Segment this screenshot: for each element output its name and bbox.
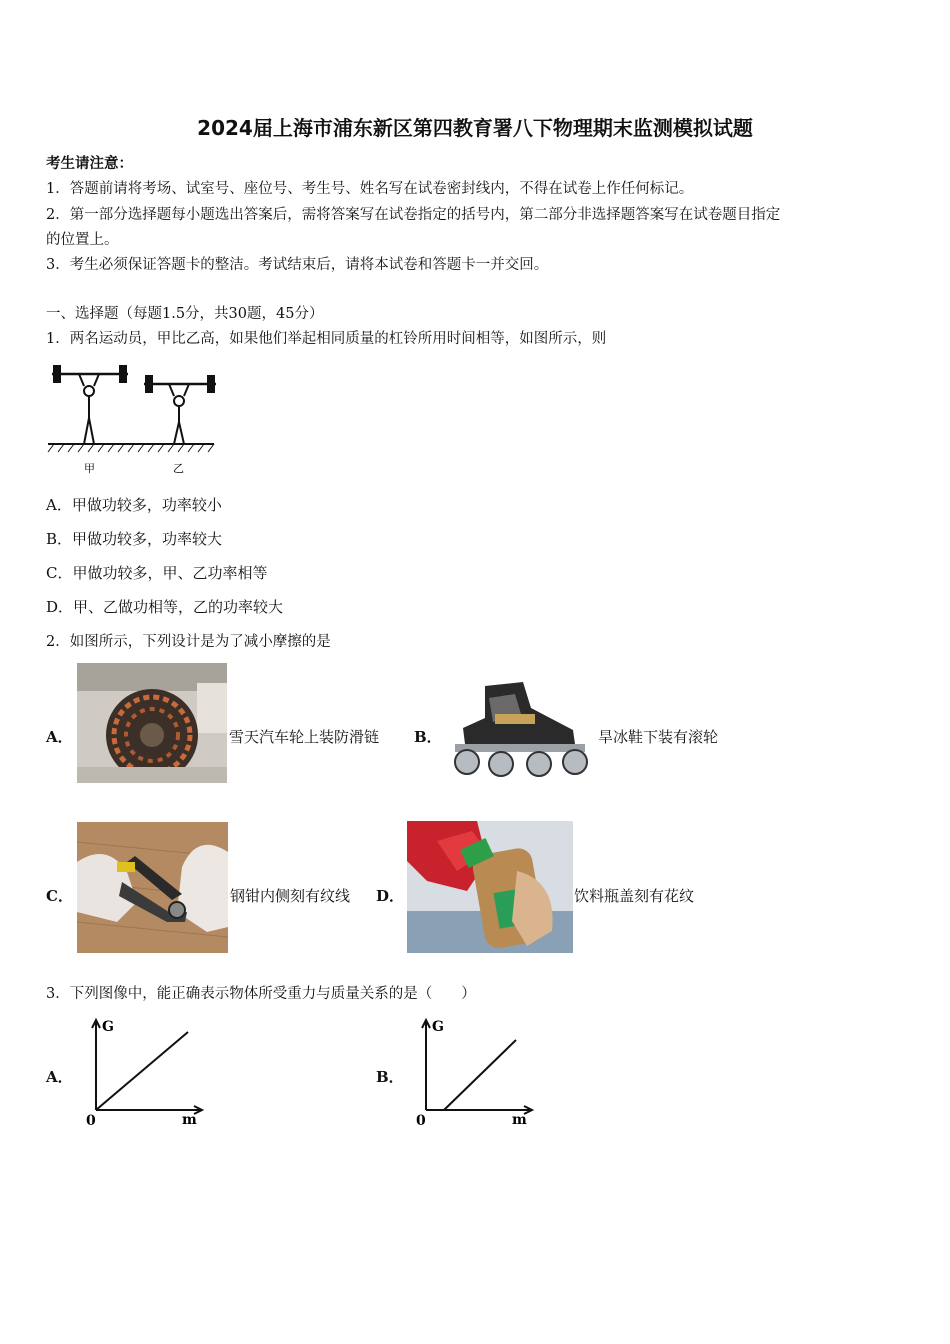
section-heading: 一、选择题（每题1.5分，共30题，45分） bbox=[46, 306, 324, 322]
q3-option-b-letter: B． bbox=[376, 1068, 404, 1086]
figure-label-jia: 甲 bbox=[84, 462, 95, 475]
q2-option-c-letter: C． bbox=[46, 887, 73, 905]
q2-option-d-letter: D． bbox=[376, 887, 405, 905]
graph-a bbox=[84, 1014, 208, 1130]
graph-b bbox=[414, 1014, 538, 1130]
graph-a-ylabel: G bbox=[102, 1019, 114, 1035]
notice-item-3: 3．考生必须保证答题卡的整洁。考试结束后，请将本试卷和答题卡一并交回。 bbox=[46, 257, 549, 273]
q1-option-b: B．甲做功较多，功率较大 bbox=[46, 530, 223, 548]
q2-option-d-text: 饮料瓶盖刻有花纹 bbox=[574, 887, 695, 905]
q1-option-d: D．甲、乙做功相等，乙的功率较大 bbox=[46, 598, 284, 616]
q2-option-b-letter: B． bbox=[414, 728, 442, 746]
q3-stem: 3．下列图像中，能正确表示物体所受重力与质量关系的是（ ） bbox=[46, 986, 476, 1002]
notice-heading: 考生请注意： bbox=[46, 155, 133, 172]
q1-option-a: A．甲做功较多，功率较小 bbox=[46, 496, 222, 514]
q2-option-a-letter: A． bbox=[46, 728, 73, 746]
q1-option-c: C．甲做功较多，甲、乙功率相等 bbox=[46, 564, 268, 582]
q2-option-b-text: 旱冰鞋下装有滚轮 bbox=[598, 728, 719, 746]
notice-item-1: 1．答题前请将考场、试室号、座位号、考生号、姓名写在试卷密封线内，不得在试卷上作任何标记。 bbox=[46, 181, 694, 197]
q2-option-c-text: 钢钳内侧刻有纹线 bbox=[230, 887, 351, 905]
graph-a-origin: 0 bbox=[86, 1113, 96, 1129]
q2-option-a-text: 雪天汽车轮上装防滑链 bbox=[229, 728, 380, 746]
q3-option-a-letter: A． bbox=[46, 1068, 73, 1086]
notice-item-2: 2．第一部分选择题每小题选出答案后，需将答案写在试卷指定的括号内，第二部分非选择题答案写在试卷题目指定 bbox=[46, 207, 781, 223]
tire-chain-photo bbox=[77, 663, 227, 783]
notice-item-2-cont: 的位置上。 bbox=[46, 232, 119, 248]
graph-b-xlabel: m bbox=[512, 1112, 527, 1128]
graph-b-ylabel: G bbox=[432, 1019, 444, 1035]
roller-skate-photo bbox=[445, 678, 597, 778]
page-title: 2024届上海市浦东新区第四教育署八下物理期末监测模拟试题 bbox=[197, 116, 753, 140]
q2-stem: 2．如图所示，下列设计是为了减小摩擦的是 bbox=[46, 634, 331, 650]
q1-stem: 1．两名运动员，甲比乙高，如果他们举起相同质量的杠铃所用时间相等，如图所示，则 bbox=[46, 331, 607, 347]
bottle-cap-photo bbox=[407, 821, 573, 953]
figure-label-yi: 乙 bbox=[173, 462, 184, 475]
graph-a-xlabel: m bbox=[182, 1112, 197, 1128]
weightlifters-figure bbox=[44, 362, 224, 480]
graph-b-origin: 0 bbox=[416, 1113, 426, 1129]
pliers-photo bbox=[77, 822, 228, 953]
